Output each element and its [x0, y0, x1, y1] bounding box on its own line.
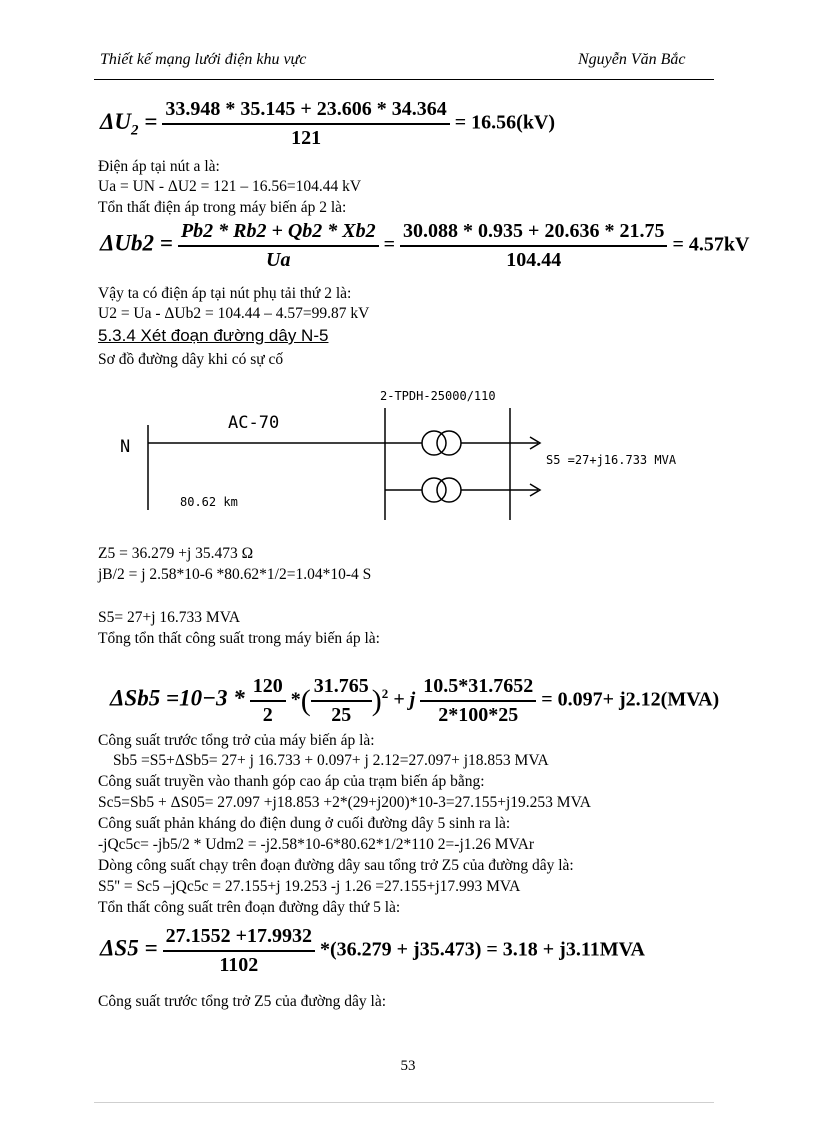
eq4-denominator: 1102 [219, 954, 259, 976]
eq3-frac2-den: 25 [331, 704, 352, 726]
text-line: Công suất trước tổng trở Z5 của đường dây là: [98, 993, 387, 1010]
text-line: Công suất phản kháng do điện dung ở cuối đường dây 5 sinh ra là: [98, 815, 511, 832]
text-line: Tổn thất công suất trên đoạn đường dây thứ 5 là: [98, 899, 401, 916]
node-label: N [120, 437, 131, 457]
text-line: Tổng tổn thất công suất trong máy biến áp là: [98, 630, 380, 647]
transformer-label: 2-TPDH-25000/110 [380, 389, 496, 403]
text-line: Sb5 =S5+ΔSb5= 27+ j 16.733 + 0.097+ j 2.12=27.097+ j18.853 MVA [113, 752, 549, 769]
equation-delta-sb5: ΔSb5 =10−3 * $\frac{120}{2}$ *( $\frac{31.765}{25}$ )$^2$ + j $\frac{10.5*31.7652}{2*100*25}$ = 0.097+ j2.12(MVA) [110, 675, 720, 726]
text-line: S5'' = Sc5 –jQc5c = 27.155+j 19.253 -j 1.26 =27.155+j17.993 MVA [98, 878, 521, 895]
transformer-2-primary [422, 478, 446, 502]
text-line: Ua = UN - ΔU2 = 121 – 16.56=104.44 kV [98, 178, 362, 195]
text-line: Z5 = 36.279 +j 35.473 Ω [98, 545, 254, 562]
text-line: Công suất truyền vào thanh góp cao áp của trạm biến áp bằng: [98, 773, 485, 790]
eq2-numerator: 30.088 * 0.935 + 20.636 * 21.75 [400, 220, 667, 247]
line-diagram [110, 380, 720, 530]
line-type-label: AC-70 [228, 413, 280, 433]
text-line: Tổn thất điện áp trong máy biến áp 2 là: [98, 199, 347, 216]
eq1-result: = 16.56(kV) [454, 111, 556, 134]
text-line: S5= 27+j 16.733 MVA [98, 609, 241, 626]
section-heading: 5.3.4 Xét đoạn đường dây N-5 [98, 326, 329, 345]
header-rule [94, 79, 714, 80]
eq4-lhs: ΔS5 = [100, 935, 158, 961]
load-label: S5 =27+j16.733 MVA [546, 453, 677, 467]
eq4-result: *(36.279 + j35.473) = 3.18 + j3.11MVA [319, 938, 645, 961]
eq2-symbolic-denominator: Ua [266, 249, 291, 271]
eq3-result: = 0.097+ j2.12(MVA) [541, 688, 720, 711]
footer-rule [94, 1102, 714, 1103]
transformer-2-secondary [437, 478, 461, 502]
length-label: 80.62 km [180, 495, 238, 509]
text-line: U2 = Ua - ΔUb2 = 104.44 – 4.57=99.87 kV [98, 305, 370, 322]
transformer-1-secondary [437, 431, 461, 455]
eq2-lhs: ΔUb2 = [100, 230, 173, 256]
eq1-lhs: $\Delta U_2$ = [100, 108, 158, 139]
text-line: Sc5=Sb5 + ΔS05= 27.097 +j18.853 +2*(29+j200)*10-3=27.155+j19.253 MVA [98, 794, 591, 811]
page-number: 53 [400, 1058, 416, 1074]
eq2-symbolic-numerator: Pb2 * Rb2 + Qb2 * Xb2 [178, 220, 379, 247]
transformer-1-primary [422, 431, 446, 455]
text-line: -jQc5c= -jb5/2 * Udm2 = -j2.58*10-6*80.62*1/2*110 2=-j1.26 MVAr [98, 836, 535, 853]
text-line: Công suất trước tổng trở của máy biến áp là: [98, 732, 375, 749]
equation-delta-u2 [100, 98, 555, 150]
equation-delta-s5 [100, 925, 645, 977]
eq3-frac2-num: 31.765 [311, 675, 372, 702]
section-subheading: Sơ đồ đường dây khi có sự cố [98, 351, 284, 368]
eq3-frac3-num: 10.5*31.7652 [420, 675, 536, 702]
eq3-frac3-den: 2*100*25 [438, 704, 519, 726]
eq3-frac1-num: 120 [250, 675, 286, 702]
header-author: Nguyễn Văn Bắc [578, 51, 686, 68]
header-title: Thiết kế mạng lưới điện khu vực [100, 51, 307, 68]
eq3-lhs: ΔSb5 =10−3 * [110, 685, 245, 711]
eq4-numerator: 27.1552 +17.9932 [163, 925, 315, 952]
eq3-frac1-den: 2 [262, 704, 273, 726]
text-line: jB/2 = j 2.58*10-6 *80.62*1/2=1.04*10-4 S [98, 566, 372, 583]
text-line: Dòng công suất chạy trên đoạn đường dây sau tổng trở Z5 của đường dây là: [98, 857, 574, 874]
eq1-numerator: 33.948 * 35.145 + 23.606 * 34.364 [162, 98, 449, 125]
text-line: Vậy ta có điện áp tại nút phụ tải thứ 2 là: [98, 285, 352, 302]
eq2-denominator: 104.44 [506, 249, 562, 271]
equation-delta-ub2: ΔUb2 = $\frac{Pb2 * Rb2 + Qb2 * Xb2}{Ua}$ = $\frac{30.088 * 0.935 + 20.636 * 21.75}{104.44}$ = 4.57kV [100, 220, 750, 271]
eq2-result: = 4.57kV [672, 233, 750, 256]
text-line: Điện áp tại nút a là: [98, 158, 220, 175]
eq1-denominator: 121 [291, 127, 322, 149]
